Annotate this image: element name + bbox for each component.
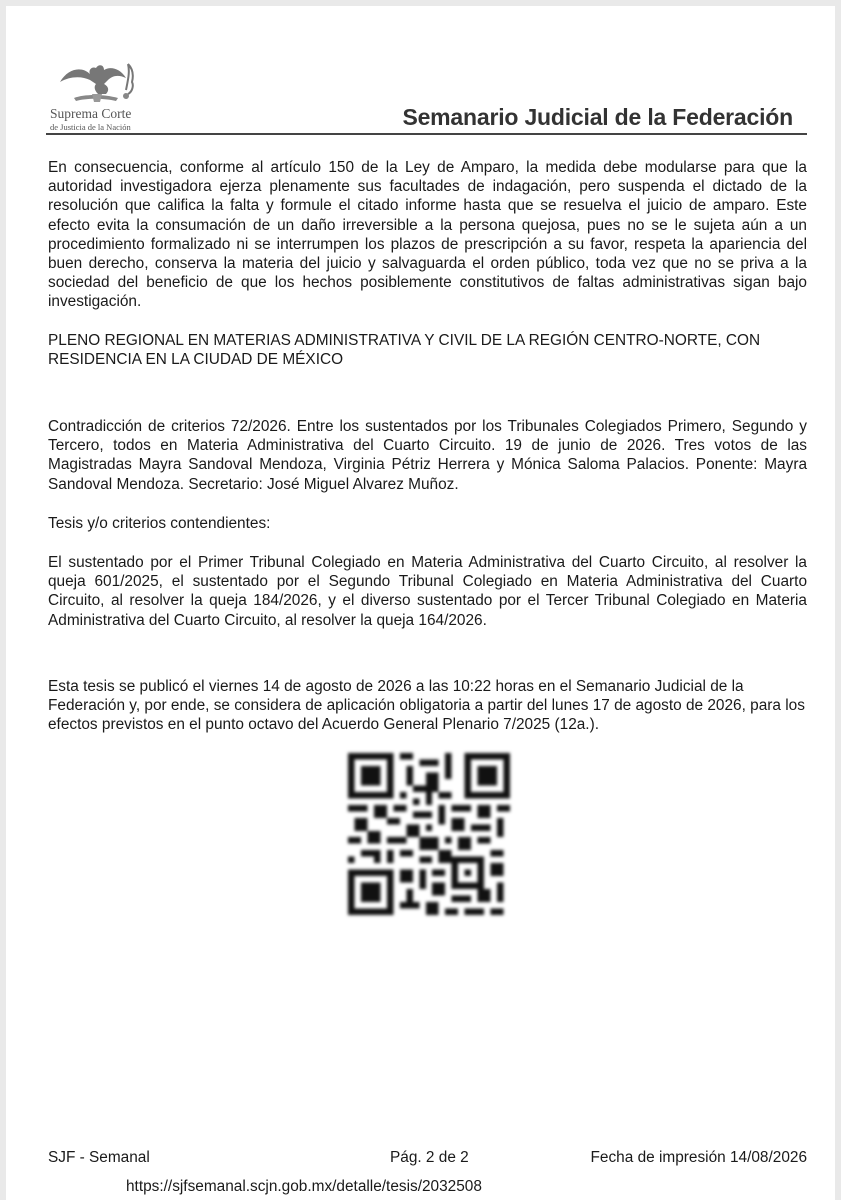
- header-divider: [46, 133, 807, 135]
- qr-code: [348, 751, 510, 917]
- paragraph-contradiccion: Contradicción de criterios 72/2026. Entre los sustentados por los Tribunales Colegiados Primero, Segundo y Tercero, todos en Materia Administrativa del Cuarto Circuito. 19 de junio de 2026. Tres votos de las Magistradas Mayra Sandoval Mendoza, Virginia Pétriz Herrera y Mónica Saloma Palacios. Ponente: Mayra Sandoval Mendoza. Secretario: José Miguel Alvarez Muñoz.: [48, 418, 807, 493]
- tesis-heading: Tesis y/o criterios contendientes:: [48, 514, 271, 532]
- header-title: Semanario Judicial de la Federación: [402, 104, 793, 130]
- paragraph-tesis: El sustentado por el Primer Tribunal Colegiado en Materia Administrativa del Cuarto Circuito, al resolver la queja 601/2025, el sustentado por el Segundo Tribunal Colegiado en Materia Administrativa del Cuarto Circuito, al resolver la queja 184/2026, y el diverso sustentado por el Tercer Tribunal Colegiado en Materia Administrativa del Cuarto Circuito, al resolver la queja 164/2026.: [48, 554, 807, 629]
- footer-url-link[interactable]: https://sjfsemanal.scjn.gob.mx/detalle/tesis/2032508: [126, 1178, 482, 1195]
- document-page: [6, 6, 835, 1200]
- paragraph-publication: Esta tesis se publicó el viernes 14 de agosto de 2026 a las 10:22 horas en el Semanario Judicial de la Federación y, por ende, se considera de aplicación obligatoria a partir del lunes 17 de agosto de 2026, para los efectos previstos en el punto octavo del Acuerdo General Plenario 7/2025 (12a.).: [48, 677, 805, 734]
- logo-text-line2: de Justicia de la Nación: [50, 122, 131, 132]
- court-name: PLENO REGIONAL EN MATERIAS ADMINISTRATIVA Y CIVIL DE LA REGIÓN CENTRO-NORTE, CON RESIDENCIA EN LA CIUDAD DE MÉXICO: [48, 331, 761, 368]
- logo-text-line1: Suprema Corte: [50, 106, 132, 121]
- footer-publication: SJF - Semanal: [48, 1149, 150, 1166]
- eagle-seal-icon: [54, 60, 140, 106]
- paragraph-consecuencia: En consecuencia, conforme al artículo 150 de la Ley de Amparo, la medida debe modularse para que la autoridad investigadora ejerza plenamente sus facultades de indagación, pero suspenda el dictado de la resolución que califica la falta y formule el citado informe hasta que se resuelva el juicio de amparo. Este efecto evita la consumación de un daño irreversible a la persona quejosa, pues no se le sujeta aún a un procedimiento formalizado ni se interrumpen los plazos de prescripción a su favor, respeta la apariencia del buen derecho, conserva la materia del juicio y salvaguarda el orden público, toda vez que no se priva a la sociedad del beneficio de que los hechos posiblemente constitutivos de faltas administrativas sigan bajo investigación.: [48, 159, 807, 311]
- footer-page-number: Pág. 2 de 2: [390, 1149, 469, 1166]
- document-body: [48, 158, 807, 734]
- footer-print-date: Fecha de impresión 14/08/2026: [590, 1149, 807, 1166]
- qr-code-icon: [348, 751, 510, 917]
- scjn-logo: [46, 60, 146, 138]
